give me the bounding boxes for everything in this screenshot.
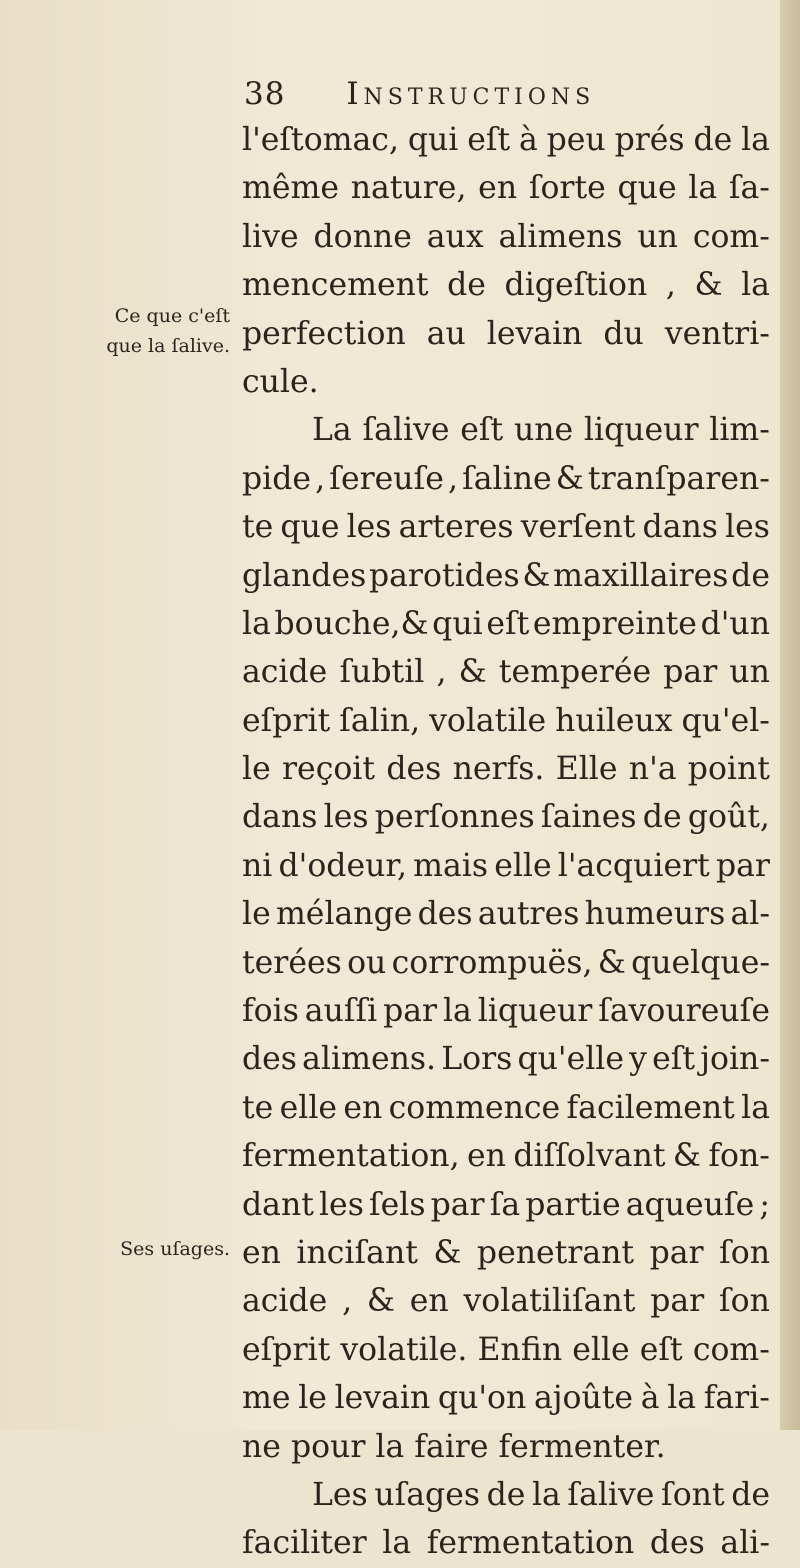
word: pide [242, 460, 312, 497]
word: en [409, 1283, 449, 1320]
word: partie [525, 1186, 621, 1223]
word: & [597, 944, 626, 981]
word: com- [692, 1331, 770, 1368]
text-line [242, 358, 770, 406]
word: qui [432, 605, 483, 642]
word: les [323, 799, 369, 836]
word: les [346, 509, 392, 546]
text-line [242, 1229, 770, 1277]
text-line [242, 406, 770, 454]
body-text [242, 116, 770, 1568]
word: live [242, 218, 299, 255]
word: ſalive [362, 412, 450, 449]
word: , [315, 460, 326, 497]
word: de [447, 267, 486, 304]
text-line [242, 1519, 770, 1567]
word: de [731, 1476, 770, 1513]
text-line [242, 939, 770, 987]
word: à [640, 1380, 660, 1417]
word: ſont [661, 1476, 725, 1513]
word: & [366, 1283, 395, 1320]
word: auſſi [304, 993, 378, 1030]
word: ali- [720, 1525, 770, 1562]
word: qu'elle [517, 1041, 625, 1078]
word: quelque- [631, 944, 770, 981]
running-title: Instructions [346, 76, 596, 112]
word: volatiliſant [463, 1283, 636, 1320]
word: des [417, 896, 473, 933]
word: ſavoureuſe [598, 993, 770, 1030]
word: ; [759, 1186, 770, 1223]
word: levain [334, 1380, 431, 1417]
word: & [458, 654, 487, 691]
word: qui [407, 122, 459, 158]
word: l'acquiert [557, 847, 710, 884]
word: eſprit [242, 702, 331, 739]
text-line [242, 890, 770, 938]
word: dans [242, 799, 318, 836]
word: & [433, 1234, 462, 1271]
word: huileux [555, 702, 673, 739]
text-line [242, 455, 770, 503]
word: au [426, 315, 466, 352]
word: tranſparen- [587, 460, 770, 497]
word: corrompuës, [391, 944, 593, 981]
word: , [447, 460, 458, 497]
text-line-content: ne pour la faire fermenter. [242, 1428, 666, 1465]
word: eſt [460, 412, 504, 449]
word: terées [242, 944, 342, 981]
margin-note-line: que la ſalive. [106, 335, 230, 357]
word: & [672, 1138, 701, 1175]
word: nerfs. [452, 751, 545, 788]
word: donne [313, 218, 412, 255]
word: Elle [555, 751, 618, 788]
word: autres [477, 896, 580, 933]
word: eſt [486, 605, 530, 642]
word: , [665, 267, 676, 304]
word: la [531, 1476, 561, 1513]
word: com- [692, 218, 770, 255]
word: la [242, 605, 271, 642]
word: en [478, 170, 518, 207]
word: par [715, 847, 770, 884]
word: mélange [275, 896, 413, 933]
margin-note-definition [70, 301, 230, 361]
word: un [637, 218, 678, 255]
word: de [693, 122, 733, 158]
word: que [617, 170, 677, 207]
word: ſalin, [339, 702, 421, 739]
word: perſonnes [374, 799, 535, 836]
margin-note-line: Ce que c'eſt [114, 305, 230, 327]
text-line [242, 503, 770, 551]
word: en [467, 1138, 506, 1175]
word: y [629, 1041, 647, 1078]
word: empreinte [532, 605, 697, 642]
word: levain [486, 315, 583, 352]
word: la [442, 993, 472, 1030]
word: digeſtion [504, 267, 648, 304]
text-line [242, 793, 770, 841]
word: dant [242, 1186, 314, 1223]
word: eſt [639, 1331, 683, 1368]
word: la [741, 1089, 770, 1126]
word: par [650, 1283, 705, 1320]
text-line [242, 1084, 770, 1132]
word: glandes [242, 557, 367, 594]
text-line [242, 552, 770, 600]
word: fermentation [426, 1525, 635, 1562]
word: alimens [498, 218, 623, 255]
running-head [244, 76, 764, 112]
word: ſereuſe [329, 460, 444, 497]
word: par [663, 654, 718, 691]
word: nature, [350, 170, 467, 207]
word: fon- [708, 1138, 770, 1175]
word: en [242, 1234, 281, 1271]
text-line [242, 1374, 770, 1422]
word: le [242, 896, 271, 933]
word: reçoit [282, 751, 376, 788]
word: la [741, 267, 770, 304]
word: ſon [719, 1234, 770, 1271]
word: me [242, 1380, 291, 1417]
word: Les [312, 1476, 368, 1513]
text-line [242, 1471, 770, 1519]
word: ſalive [567, 1476, 655, 1513]
text-line [242, 842, 770, 890]
word: peu [546, 122, 606, 158]
text-line [242, 261, 770, 309]
word: d'odeur, [278, 847, 408, 884]
word: penetrant [476, 1234, 635, 1271]
margin-note-line: Ses uſages. [120, 1238, 230, 1260]
word: join- [700, 1041, 770, 1078]
word: des [649, 1525, 705, 1562]
word: même [242, 170, 340, 207]
text-line [242, 745, 770, 793]
word: des [386, 751, 442, 788]
word: facilement [566, 1089, 735, 1126]
word: le [242, 751, 271, 788]
text-line [242, 600, 770, 648]
word: un [729, 654, 770, 691]
word: les [318, 1186, 364, 1223]
word: temperée [498, 654, 652, 691]
text-line [242, 1277, 770, 1325]
word: dans [642, 509, 718, 546]
word: par [430, 1186, 485, 1223]
word: eſt [652, 1041, 696, 1078]
word: diſſolvant [513, 1138, 666, 1175]
word: ajoûte [533, 1380, 634, 1417]
word: ſa [489, 1186, 521, 1223]
text-line [242, 648, 770, 696]
word: & [522, 557, 551, 594]
word: al- [730, 896, 770, 933]
word: te [242, 1089, 274, 1126]
word: inciſant [296, 1234, 418, 1271]
word: elle [572, 1331, 630, 1368]
word: eſprit [242, 1331, 331, 1368]
text-line [242, 1132, 770, 1180]
word: que [280, 509, 340, 546]
text-line [242, 987, 770, 1035]
word: & [555, 460, 584, 497]
word: te [242, 509, 274, 546]
word: elle [279, 1089, 338, 1126]
page-gutter [780, 0, 800, 1430]
word: perfection [242, 315, 406, 352]
word: ſaines [540, 799, 637, 836]
word: mais [413, 847, 489, 884]
word: ou [347, 944, 387, 981]
word: la [667, 1380, 697, 1417]
text-line [242, 164, 770, 212]
word: uſages [374, 1476, 481, 1513]
word: la [741, 122, 770, 158]
word: acide [242, 1283, 328, 1320]
word: maxillaires [553, 557, 729, 594]
word: aqueuſe [625, 1186, 755, 1223]
word: aux [426, 218, 484, 255]
word: de [642, 799, 682, 836]
word: liqueur [477, 993, 593, 1030]
word: d'un [700, 605, 770, 642]
word: commence [388, 1089, 561, 1126]
word: les [725, 509, 770, 546]
word: arteres [398, 509, 514, 546]
word: point [687, 751, 770, 788]
text-line [242, 1181, 770, 1229]
word: ſorte [528, 170, 606, 207]
text-line [242, 116, 770, 164]
word: le [298, 1380, 327, 1417]
word: liqueur [583, 412, 699, 449]
word: Enfin [477, 1331, 563, 1368]
word: , [342, 1283, 353, 1320]
text-line [242, 213, 770, 261]
text-line [242, 1035, 770, 1083]
word: ſubtil [339, 654, 425, 691]
word: fari- [703, 1380, 770, 1417]
word: faciliter [242, 1525, 367, 1562]
word: par [383, 993, 438, 1030]
word: verſent [520, 509, 636, 546]
margin-note-uses [70, 1234, 230, 1264]
word: du [603, 315, 644, 352]
word: n'a [628, 751, 677, 788]
text-line-content: cule. [242, 363, 319, 400]
word: Lors [441, 1041, 513, 1078]
word: lim- [709, 412, 770, 449]
word: qu'on [437, 1380, 527, 1417]
word: bouche,& [274, 605, 429, 642]
word: à [519, 122, 538, 158]
word: fermentation, [242, 1138, 460, 1175]
word: prés [614, 122, 685, 158]
word: ſon [719, 1283, 770, 1320]
word: qu'el- [681, 702, 770, 739]
word: volatile [429, 702, 547, 739]
word: volatile. [340, 1331, 468, 1368]
word: mencement [242, 267, 429, 304]
word: acide [242, 654, 328, 691]
word: humeurs [584, 896, 726, 933]
word: de [486, 1476, 526, 1513]
page-number: 38 [244, 76, 286, 112]
word: La [312, 412, 352, 449]
text-line [242, 1326, 770, 1374]
word: & [694, 267, 723, 304]
word: fois [242, 993, 299, 1030]
word: l'eſtomac, [242, 122, 399, 158]
word: eſt [467, 122, 511, 158]
word: alimens. [302, 1041, 437, 1078]
word: elle [494, 847, 552, 884]
word: goût, [687, 799, 770, 836]
word: , [436, 654, 447, 691]
word: parotides [368, 557, 520, 594]
word: la [382, 1525, 412, 1562]
word: ſa- [728, 170, 770, 207]
word: des [242, 1041, 297, 1078]
word: ni [242, 847, 273, 884]
word: par [649, 1234, 704, 1271]
word: de [731, 557, 770, 594]
text-line [242, 697, 770, 745]
word: ſels [368, 1186, 426, 1223]
text-line [242, 310, 770, 358]
word: une [513, 412, 574, 449]
word: ſaline [462, 460, 552, 497]
word: ventri- [664, 315, 770, 352]
word: en [343, 1089, 383, 1126]
word: la [688, 170, 718, 207]
